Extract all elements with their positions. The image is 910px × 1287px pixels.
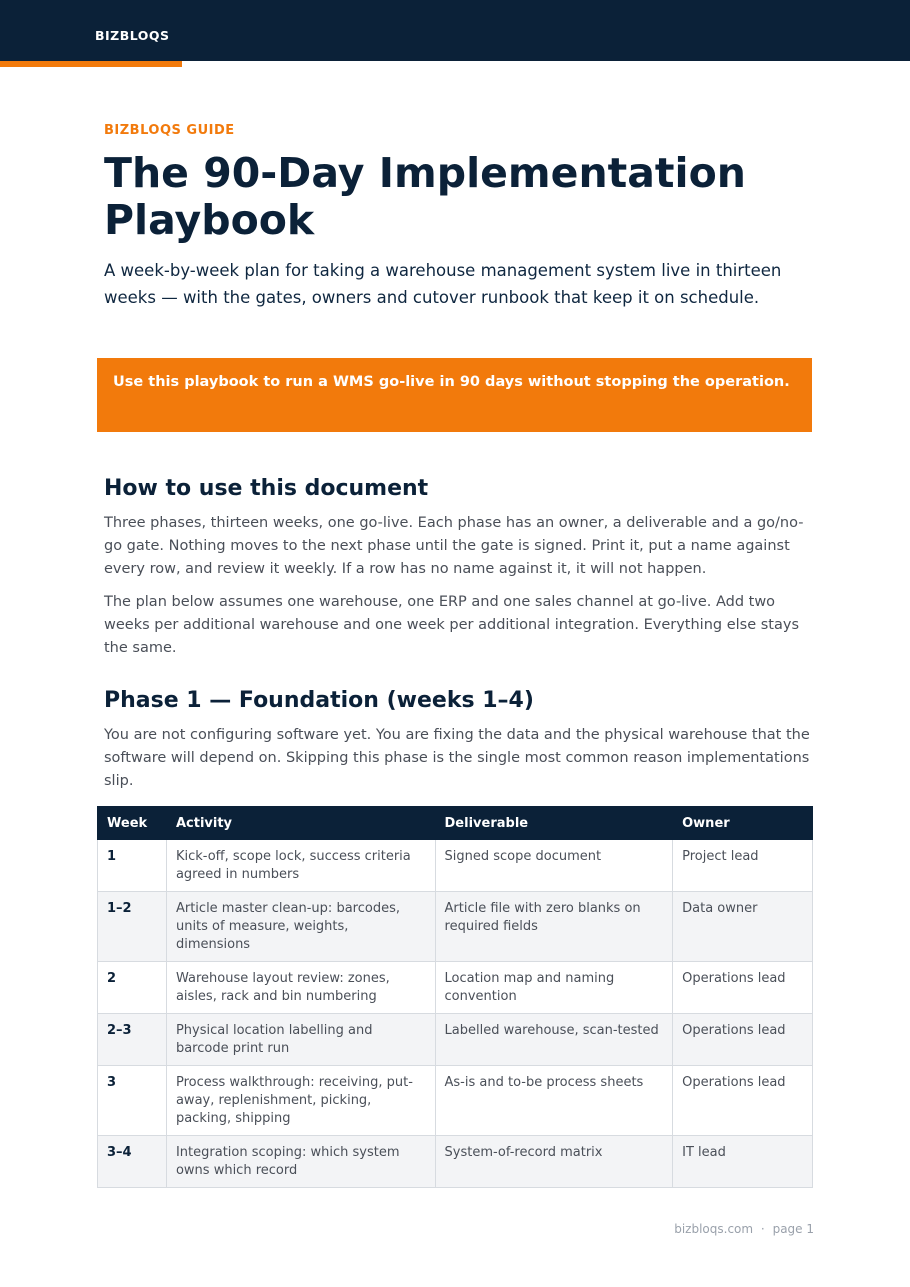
table-header-row: [98, 807, 813, 840]
cell-deliverable: Location map and naming convention: [435, 962, 673, 1014]
cell-week: 2–3: [98, 1014, 167, 1066]
footer-separator: ·: [760, 1222, 765, 1236]
paragraph: Three phases, thirteen weeks, one go-live. Each phase has an owner, a deliverable and a go/no-go gate. Nothing moves to the next phase until the gate is signed. Print it, put a name against every row, and review it weekly. If a row has no name against it, it will not happen.: [104, 515, 804, 577]
footer-page-number: page 1: [772, 1222, 814, 1236]
cell-activity: Kick-off, scope lock, success criteria agreed in numbers: [166, 840, 435, 892]
lede-paragraph: A week-by-week plan for taking a warehouse management system live in thirteen weeks — with the gates, owners and cutover runbook that keep it on schedule.: [104, 261, 782, 307]
cell-owner: Project lead: [673, 840, 813, 892]
cell-deliverable: Signed scope document: [435, 840, 673, 892]
page-title: The 90-Day Implementation Playbook: [104, 149, 746, 244]
accent-line: [0, 61, 182, 67]
cell-activity: Warehouse layout review: zones, aisles, rack and bin numbering: [166, 962, 435, 1014]
table-row: [98, 840, 813, 892]
cell-week: 3: [98, 1066, 167, 1136]
column-header-activity: Activity: [166, 807, 435, 840]
phase-1-table: [97, 806, 813, 1188]
cell-owner: IT lead: [673, 1136, 813, 1188]
table-row: [98, 1014, 813, 1066]
cell-activity: Integration scoping: which system owns which record: [166, 1136, 435, 1188]
cell-activity: Article master clean-up: barcodes, units of measure, weights, dimensions: [166, 892, 435, 962]
phase-intro-paragraph: You are not configuring software yet. You are fixing the data and the physical warehouse that the software will depend on. Skipping this phase is the single most common reason implementations slip.: [104, 727, 810, 789]
cell-week: 2: [98, 962, 167, 1014]
cell-week: 1–2: [98, 892, 167, 962]
cell-activity: Physical location labelling and barcode print run: [166, 1014, 435, 1066]
table-row: [98, 1136, 813, 1188]
column-header-owner: Owner: [673, 807, 813, 840]
cell-owner: Data owner: [673, 892, 813, 962]
paragraph: The plan below assumes one warehouse, one ERP and one sales channel at go-live. Add two weeks per additional warehouse and one week per additional integration. Everything else stays the same.: [104, 594, 800, 656]
table-row: [98, 962, 813, 1014]
callout-text: Use this playbook to run a WMS go-live in 90 days without stopping the operation.: [113, 374, 790, 390]
cell-activity: Process walkthrough: receiving, put-away, replenishment, picking, packing, shipping: [166, 1066, 435, 1136]
table-row: [98, 1066, 813, 1136]
cell-week: 1: [98, 840, 167, 892]
page-footer: [674, 1222, 814, 1236]
column-header-deliverable: Deliverable: [435, 807, 673, 840]
brand-logo: BIZBLOQS: [95, 28, 170, 43]
cell-deliverable: Article file with zero blanks on required fields: [435, 892, 673, 962]
cell-week: 3–4: [98, 1136, 167, 1188]
section-heading-phase-1: Phase 1 — Foundation (weeks 1–4): [104, 688, 534, 713]
cell-deliverable: Labelled warehouse, scan-tested: [435, 1014, 673, 1066]
footer-site-link[interactable]: bizbloqs.com: [674, 1222, 754, 1236]
cell-owner: Operations lead: [673, 1014, 813, 1066]
section-heading-how-to-use: How to use this document: [104, 476, 429, 501]
cell-owner: Operations lead: [673, 962, 813, 1014]
table-row: [98, 892, 813, 962]
column-header-week: Week: [98, 807, 167, 840]
eyebrow-label: BIZBLOQS GUIDE: [104, 123, 235, 138]
cell-owner: Operations lead: [673, 1066, 813, 1136]
callout-box: [97, 358, 812, 432]
top-bar: [0, 0, 910, 61]
cell-deliverable: As-is and to-be process sheets: [435, 1066, 673, 1136]
cell-deliverable: System-of-record matrix: [435, 1136, 673, 1188]
